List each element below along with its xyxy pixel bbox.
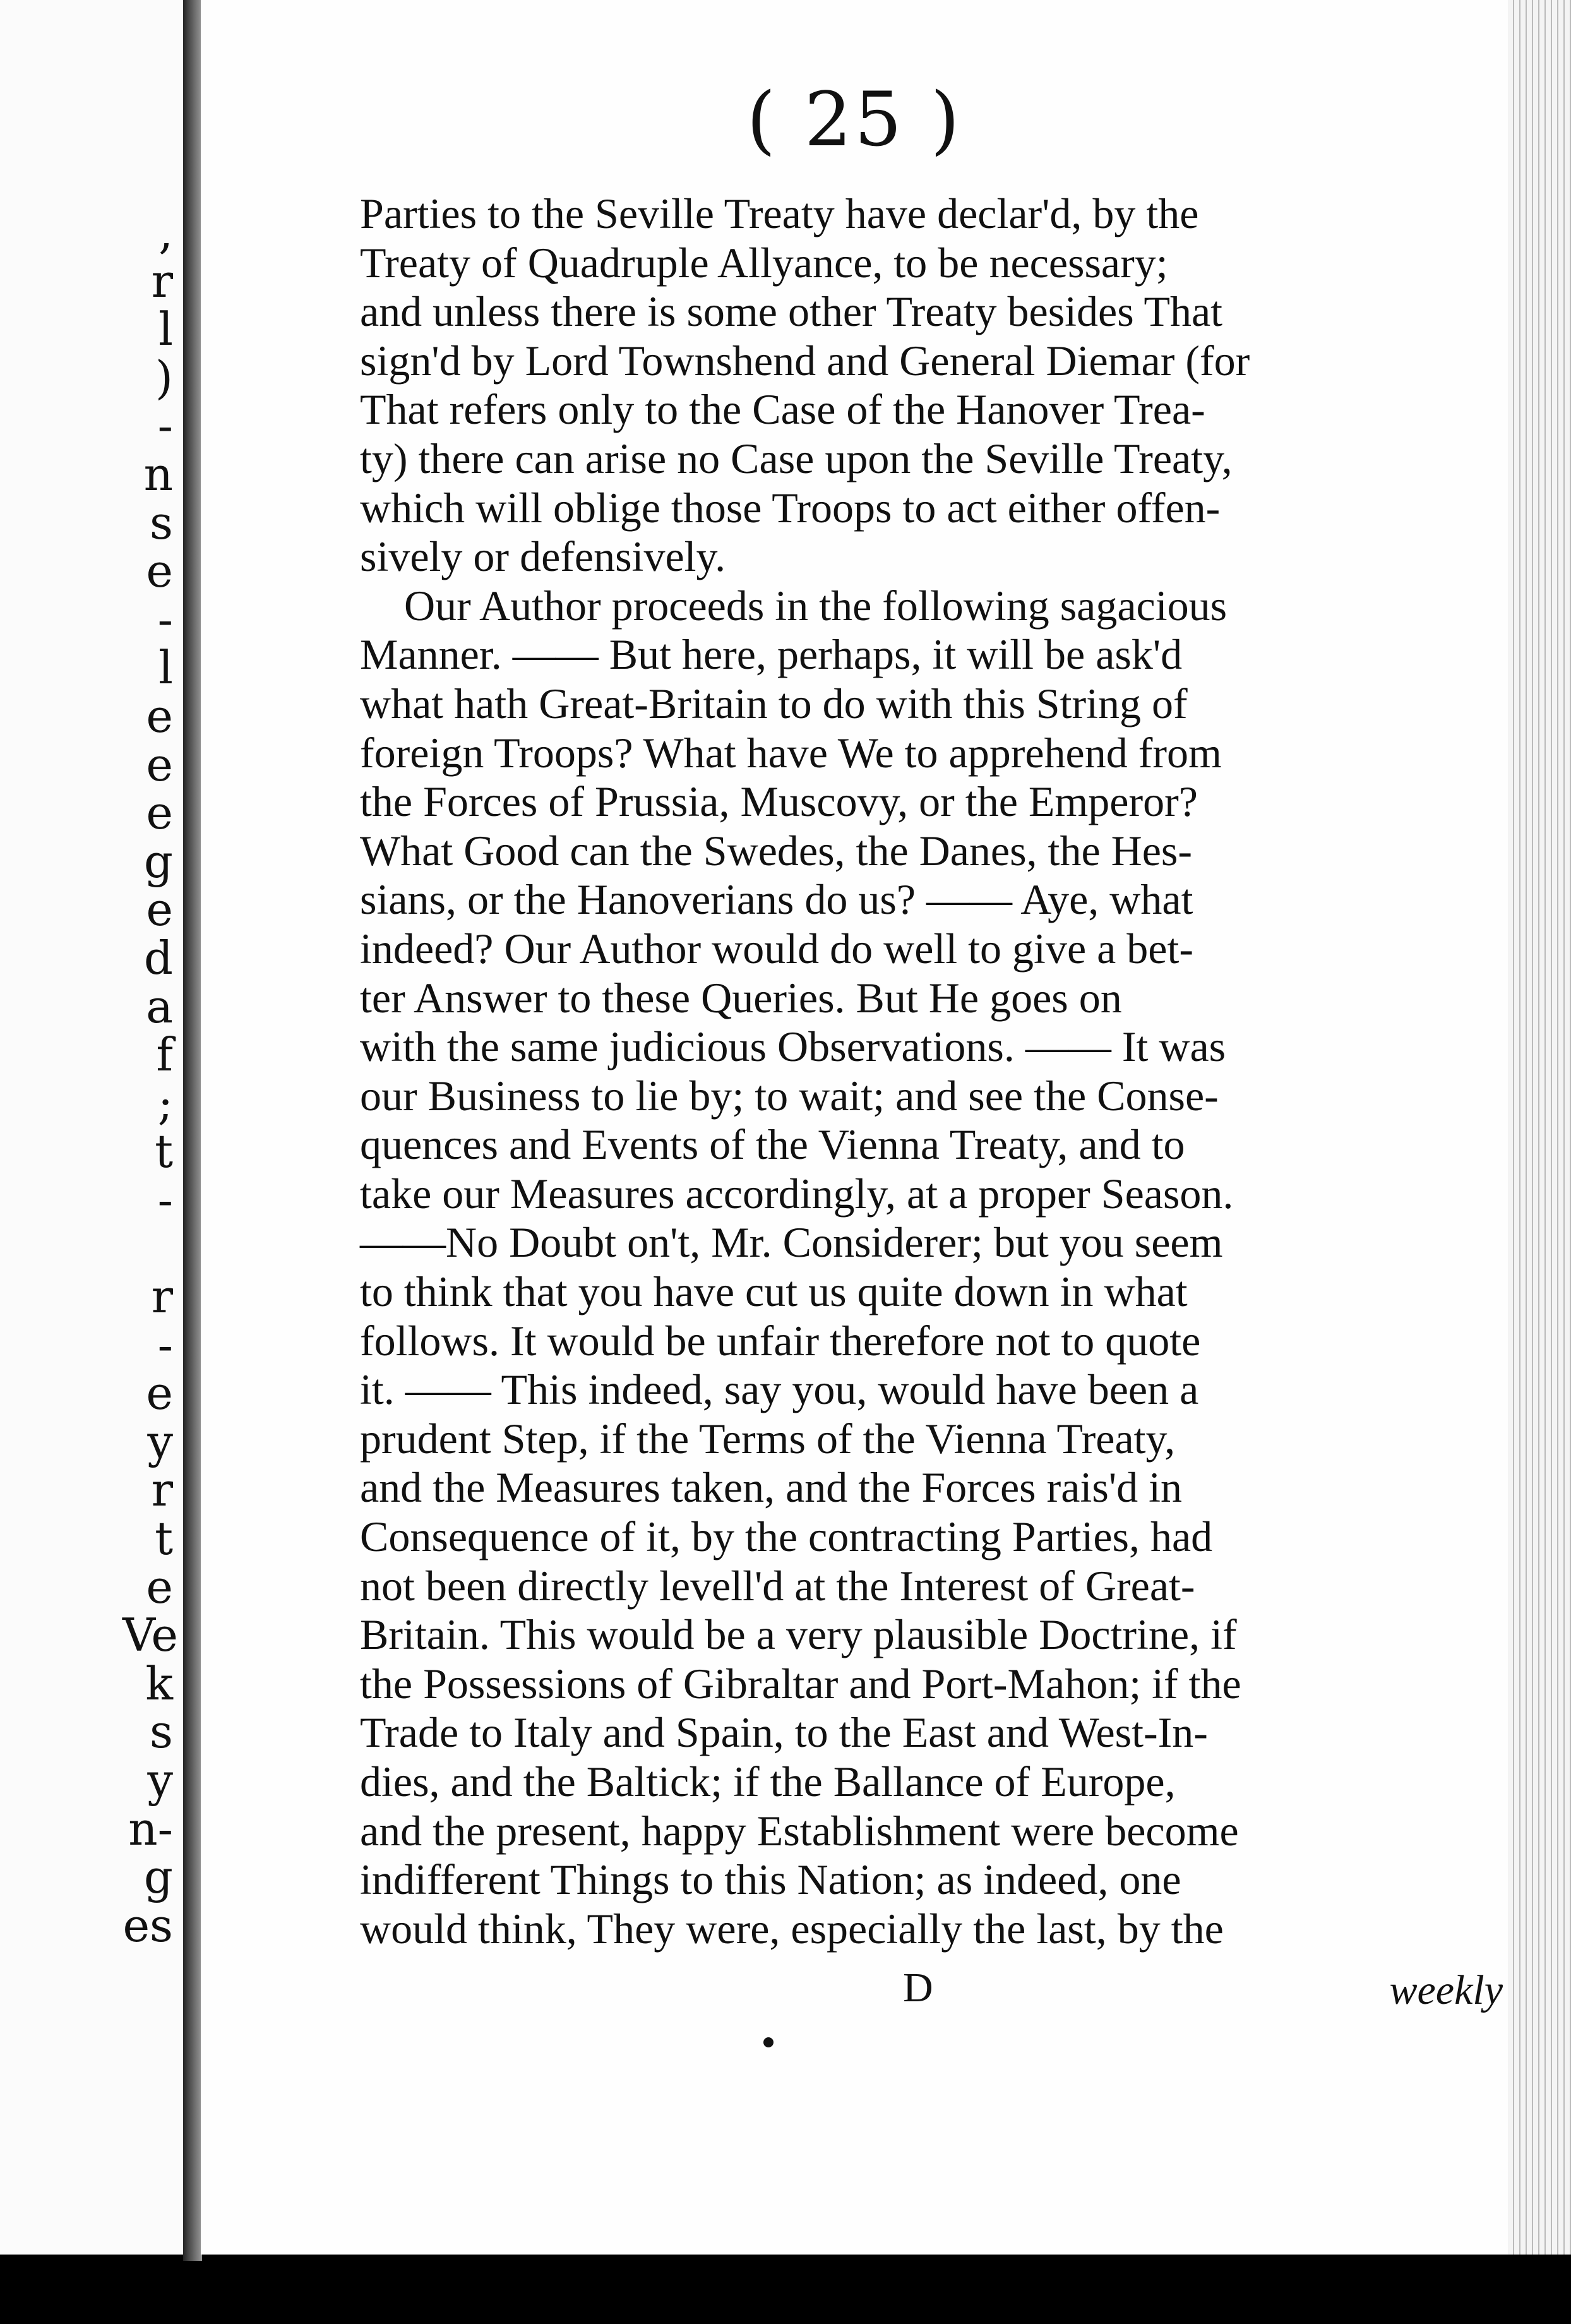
text-line: prudent Step, if the Terms of the Vienna Treaty,: [360, 1414, 1176, 1463]
text-line: it. —— This indeed, say you, would have been a: [360, 1365, 1199, 1414]
catchword: weekly: [1389, 1967, 1503, 2013]
text-line: would think, They were, especially the last, by the: [360, 1904, 1224, 1953]
text-line: take our Measures accordingly, at a proper Season.: [360, 1169, 1234, 1218]
margin-char: ,: [158, 206, 173, 259]
margin-char: e: [146, 786, 173, 840]
margin-char: r: [151, 1463, 173, 1517]
book-gutter: [183, 0, 202, 2261]
text-line: the Forces of Prussia, Muscovy, or the Emperor?: [360, 777, 1198, 826]
margin-char: e: [146, 883, 173, 937]
margin-char: es: [122, 1898, 173, 1952]
text-line: and the Measures taken, and the Forces rais'd in: [360, 1463, 1182, 1512]
text-line: quences and Events of the Vienna Treaty, and to: [360, 1120, 1185, 1169]
margin-char: k: [145, 1656, 173, 1710]
text-line: indifferent Things to this Nation; as indeed, one: [360, 1855, 1181, 1904]
margin-char: ;: [157, 1076, 173, 1130]
text-line: dies, and the Baltick; if the Ballance of Europe,: [360, 1758, 1176, 1806]
text-line: follows. It would be unfair therefore not to quote: [360, 1316, 1201, 1365]
page-number: ( 25 ): [746, 76, 962, 163]
text-line: to think that you have cut us quite down in what: [360, 1267, 1188, 1316]
page-body-text: [360, 189, 1508, 1953]
margin-char: -: [157, 592, 173, 646]
text-line: not been directly levell'd at the Interest of Great-: [360, 1561, 1195, 1610]
margin-char: r: [151, 254, 173, 308]
text-line: Treaty of Quadruple Allyance, to be necessary;: [360, 238, 1168, 287]
ink-dot: [763, 2037, 774, 2047]
margin-char: y: [147, 1415, 173, 1468]
margin-char: e: [146, 544, 173, 598]
text-line: what hath Great-Britain to do with this String of: [360, 679, 1188, 728]
text-line: foreign Troops? What have We to apprehend from: [360, 728, 1222, 777]
text-line: Trade to Italy and Spain, to the East and West-In-: [360, 1708, 1208, 1757]
margin-char: e: [146, 1367, 173, 1420]
margin-char: d: [143, 931, 173, 985]
text-line: the Possessions of Gibraltar and Port-Mahon; if the: [360, 1659, 1241, 1708]
signature-mark: D: [903, 1965, 933, 2011]
text-line: That refers only to the Case of the Hanover Trea-: [360, 385, 1205, 434]
margin-char: a: [146, 979, 173, 1033]
text-line: ——No Doubt on't, Mr. Considerer; but you seem: [360, 1218, 1223, 1267]
margin-char: e: [146, 689, 173, 743]
text-line: What Good can the Swedes, the Danes, the Hes-: [360, 826, 1193, 875]
text-line: Parties to the Seville Treaty have declar'd, by the: [360, 189, 1199, 237]
text-line: sign'd by Lord Townshend and General Diemar (for: [360, 336, 1250, 385]
margin-char: g: [143, 834, 173, 888]
margin-char: g: [143, 1850, 173, 1904]
margin-char: -: [157, 399, 173, 453]
text-line: our Business to lie by; to wait; and see the Conse-: [360, 1071, 1219, 1120]
book-page: [201, 0, 1508, 2255]
text-line: sians, or the Hanoverians do us? —— Aye, what: [360, 875, 1193, 924]
page-footer: [360, 1964, 1508, 2015]
text-line: Britain. This would be a very plausible Doctrine, if: [360, 1610, 1237, 1659]
margin-char: s: [150, 1705, 173, 1759]
text-line: with the same judicious Observations. —— It was: [360, 1022, 1226, 1071]
margin-char: l: [158, 302, 173, 356]
text-line: sively or defensively.: [360, 532, 726, 581]
margin-char: [122, 1224, 173, 1273]
previous-page-edge: [0, 0, 187, 2255]
margin-char: t: [155, 1512, 173, 1566]
text-line: which will oblige those Troops to act either offen-: [360, 483, 1221, 532]
margin-char: e: [146, 1560, 173, 1614]
margin-char: n-: [128, 1802, 173, 1855]
text-line: ty) there can arise no Case upon the Seville Treaty,: [360, 434, 1233, 482]
margin-char: t: [155, 1125, 173, 1178]
margin-char: f: [156, 1028, 173, 1082]
text-line: Our Author proceeds in the following sagacious: [404, 581, 1228, 630]
page-stack-edge: [1508, 0, 1571, 2255]
text-line: Consequence of it, by the contracting Parties, had: [360, 1512, 1213, 1561]
text-line: Manner. —— But here, perhaps, it will be ask'd: [360, 630, 1183, 679]
margin-char: r: [151, 1270, 173, 1324]
previous-page-line-ends: [122, 206, 178, 1952]
margin-char: ): [155, 350, 173, 404]
text-line: and the present, happy Establishment were become: [360, 1806, 1239, 1855]
margin-char: l: [158, 641, 173, 695]
margin-char: y: [147, 1754, 173, 1807]
text-line: and unless there is some other Treaty besides That: [360, 287, 1223, 336]
text-line: indeed? Our Author would do well to give a bet-: [360, 924, 1194, 973]
margin-char: e: [146, 738, 173, 791]
margin-char: n: [143, 447, 173, 501]
text-line: ter Answer to these Queries. But He goes on: [360, 973, 1122, 1022]
margin-char: Ve: [122, 1608, 178, 1662]
margin-char: -: [157, 1173, 173, 1226]
margin-char: -: [157, 1318, 173, 1372]
margin-char: s: [150, 496, 173, 549]
